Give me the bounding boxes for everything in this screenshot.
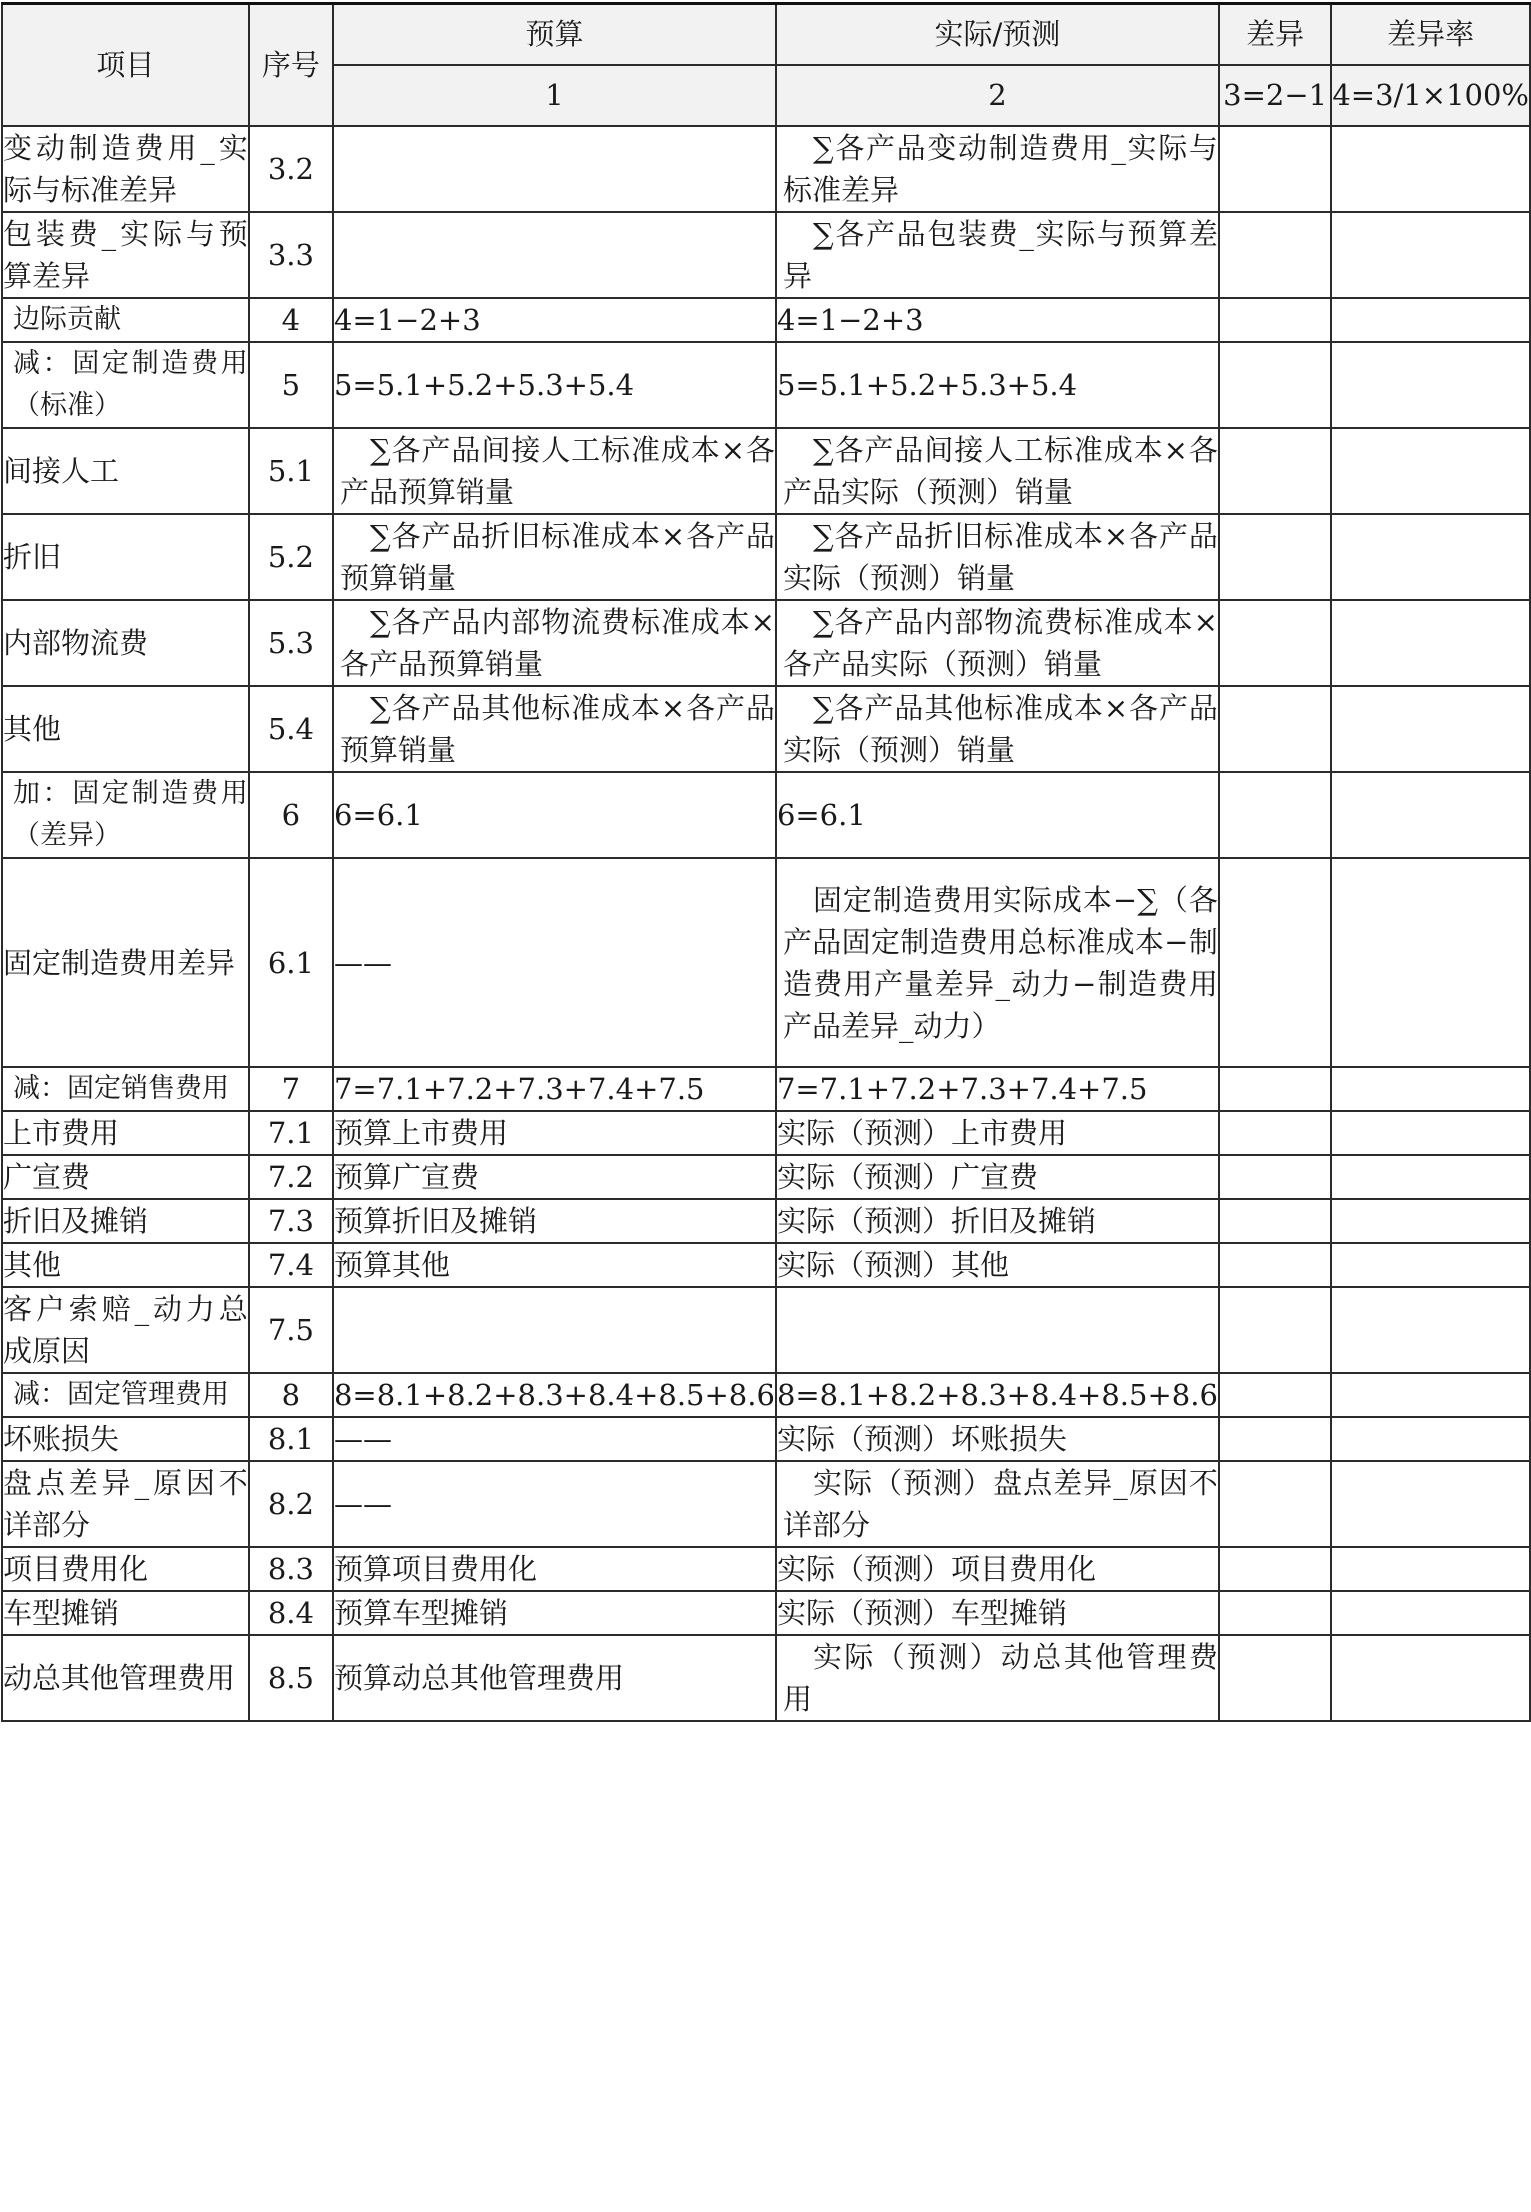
row-actual-cell: 7=7.1+7.2+7.3+7.4+7.5 [776,1067,1219,1111]
row-diff-cell [1219,298,1331,342]
row-rate-cell [1331,298,1530,342]
row-actual-cell: ∑各产品折旧标准成本×各产品实际（预测）销量 [776,514,1219,600]
row-item-cell: 加：固定制造费用（差异） [2,772,249,858]
row-rate-cell [1331,1461,1530,1547]
row-item-cell: 减：固定销售费用 [2,1067,249,1111]
row-actual-cell [776,1287,1219,1373]
budget-variance-table [1,2,1531,1722]
row-budget-cell: 预算折旧及摊销 [333,1199,776,1243]
row-diff-cell [1219,1243,1331,1287]
row-actual-cell: ∑各产品包装费_实际与预算差异 [776,212,1219,298]
row-item-cell: 间接人工 [2,428,249,514]
row-diff-cell [1219,1417,1331,1461]
header-seq: 序号 [249,4,333,127]
row-item-cell: 内部物流费 [2,600,249,686]
row-seq-cell: 7.2 [249,1155,333,1199]
row-budget-cell: 预算动总其他管理费用 [333,1635,776,1721]
row-budget-cell [333,212,776,298]
header-diff-formula: 3=2−1 [1219,65,1331,126]
row-diff-cell [1219,1373,1331,1417]
row-budget-cell: —— [333,1417,776,1461]
row-actual-cell: 固定制造费用实际成本−∑（各产品固定制造费用总标准成本−制造费用产量差异_动力−制造费用产品差异_动力） [776,858,1219,1067]
row-budget-cell: 8=8.1+8.2+8.3+8.4+8.5+8.6 [333,1373,776,1417]
row-rate-cell [1331,1591,1530,1635]
table-row [2,342,1530,428]
row-seq-cell: 8.3 [249,1547,333,1591]
row-rate-cell [1331,1243,1530,1287]
table-body [2,126,1530,1721]
row-rate-cell [1331,600,1530,686]
row-item-cell: 坏账损失 [2,1417,249,1461]
row-rate-cell [1331,1287,1530,1373]
row-seq-cell: 7 [249,1067,333,1111]
row-rate-cell [1331,772,1530,858]
row-actual-cell: 实际（预测）广宣费 [776,1155,1219,1199]
row-item-cell: 包装费_实际与预算差异 [2,212,249,298]
row-actual-cell: ∑各产品其他标准成本×各产品实际（预测）销量 [776,686,1219,772]
row-seq-cell: 8.1 [249,1417,333,1461]
row-item-cell: 盘点差异_原因不详部分 [2,1461,249,1547]
row-item-cell: 动总其他管理费用 [2,1635,249,1721]
row-item-cell: 减：固定管理费用 [2,1373,249,1417]
header-diff: 差异 [1219,4,1331,66]
table-row [2,1111,1530,1155]
row-budget-cell [333,126,776,212]
row-budget-cell: 4=1−2+3 [333,298,776,342]
row-actual-cell: 实际（预测）其他 [776,1243,1219,1287]
row-seq-cell: 3.3 [249,212,333,298]
header-rate: 差异率 [1331,4,1530,66]
row-budget-cell: 预算项目费用化 [333,1547,776,1591]
row-diff-cell [1219,686,1331,772]
table-row [2,1635,1530,1721]
row-rate-cell [1331,1373,1530,1417]
row-diff-cell [1219,858,1331,1067]
row-rate-cell [1331,1417,1530,1461]
table-row [2,1461,1530,1547]
row-item-cell: 变动制造费用_实际与标准差异 [2,126,249,212]
row-seq-cell: 5.2 [249,514,333,600]
row-diff-cell [1219,1287,1331,1373]
row-actual-cell: 4=1−2+3 [776,298,1219,342]
row-item-cell: 其他 [2,686,249,772]
row-diff-cell [1219,514,1331,600]
row-actual-cell: ∑各产品间接人工标准成本×各产品实际（预测）销量 [776,428,1219,514]
row-seq-cell: 3.2 [249,126,333,212]
row-seq-cell: 6 [249,772,333,858]
row-seq-cell: 8.2 [249,1461,333,1547]
row-actual-cell: 实际（预测）动总其他管理费用 [776,1635,1219,1721]
row-budget-cell: —— [333,858,776,1067]
row-item-cell: 其他 [2,1243,249,1287]
table-row [2,1199,1530,1243]
row-item-cell: 上市费用 [2,1111,249,1155]
row-actual-cell: 实际（预测）坏账损失 [776,1417,1219,1461]
row-budget-cell: ∑各产品间接人工标准成本×各产品预算销量 [333,428,776,514]
row-diff-cell [1219,212,1331,298]
row-rate-cell [1331,1199,1530,1243]
row-diff-cell [1219,1067,1331,1111]
row-item-cell: 广宣费 [2,1155,249,1199]
row-item-cell: 减：固定制造费用（标准） [2,342,249,428]
row-seq-cell: 5 [249,342,333,428]
row-seq-cell: 6.1 [249,858,333,1067]
table-row [2,1155,1530,1199]
table-row [2,1591,1530,1635]
table-row [2,1417,1530,1461]
row-diff-cell [1219,1461,1331,1547]
header-actual-index: 2 [776,65,1219,126]
row-budget-cell: ∑各产品其他标准成本×各产品预算销量 [333,686,776,772]
table-row [2,1373,1530,1417]
row-rate-cell [1331,342,1530,428]
table-row [2,600,1530,686]
row-actual-cell: 8=8.1+8.2+8.3+8.4+8.5+8.6 [776,1373,1219,1417]
row-seq-cell: 7.5 [249,1287,333,1373]
header-budget-index: 1 [333,65,776,126]
row-seq-cell: 8.5 [249,1635,333,1721]
table-row [2,772,1530,858]
row-item-cell: 车型摊销 [2,1591,249,1635]
header-row-1 [2,4,1530,66]
row-budget-cell: ∑各产品折旧标准成本×各产品预算销量 [333,514,776,600]
row-rate-cell [1331,126,1530,212]
row-budget-cell: 预算车型摊销 [333,1591,776,1635]
table-row [2,126,1530,212]
row-seq-cell: 5.4 [249,686,333,772]
table-row [2,428,1530,514]
row-seq-cell: 5.1 [249,428,333,514]
row-budget-cell: 预算其他 [333,1243,776,1287]
table-row [2,298,1530,342]
row-diff-cell [1219,1111,1331,1155]
row-diff-cell [1219,1199,1331,1243]
row-item-cell: 项目费用化 [2,1547,249,1591]
row-budget-cell: 6=6.1 [333,772,776,858]
row-budget-cell: 7=7.1+7.2+7.3+7.4+7.5 [333,1067,776,1111]
row-rate-cell [1331,1111,1530,1155]
header-item: 项目 [2,4,249,127]
row-seq-cell: 8.4 [249,1591,333,1635]
header-actual: 实际/预测 [776,4,1219,66]
row-seq-cell: 7.4 [249,1243,333,1287]
row-item-cell: 折旧 [2,514,249,600]
row-rate-cell [1331,212,1530,298]
row-actual-cell: 实际（预测）折旧及摊销 [776,1199,1219,1243]
row-actual-cell: 实际（预测）项目费用化 [776,1547,1219,1591]
row-seq-cell: 7.3 [249,1199,333,1243]
row-budget-cell: 预算广宣费 [333,1155,776,1199]
row-budget-cell: 5=5.1+5.2+5.3+5.4 [333,342,776,428]
row-actual-cell: 实际（预测）盘点差异_原因不详部分 [776,1461,1219,1547]
header-rate-formula: 4=3/1×100% [1331,65,1530,126]
table-row [2,686,1530,772]
row-rate-cell [1331,858,1530,1067]
table-row [2,1067,1530,1111]
row-diff-cell [1219,600,1331,686]
table-row [2,1547,1530,1591]
row-diff-cell [1219,342,1331,428]
table-row [2,1287,1530,1373]
row-budget-cell [333,1287,776,1373]
row-seq-cell: 8 [249,1373,333,1417]
row-diff-cell [1219,1635,1331,1721]
row-rate-cell [1331,1155,1530,1199]
row-rate-cell [1331,1067,1530,1111]
row-diff-cell [1219,126,1331,212]
row-rate-cell [1331,428,1530,514]
row-actual-cell: 6=6.1 [776,772,1219,858]
row-actual-cell: ∑各产品内部物流费标准成本×各产品实际（预测）销量 [776,600,1219,686]
row-item-cell: 客户索赔_动力总成原因 [2,1287,249,1373]
row-actual-cell: 实际（预测）车型摊销 [776,1591,1219,1635]
row-actual-cell: ∑各产品变动制造费用_实际与标准差异 [776,126,1219,212]
row-budget-cell: —— [333,1461,776,1547]
row-seq-cell: 4 [249,298,333,342]
row-item-cell: 边际贡献 [2,298,249,342]
row-seq-cell: 7.1 [249,1111,333,1155]
row-actual-cell: 5=5.1+5.2+5.3+5.4 [776,342,1219,428]
table-row [2,1243,1530,1287]
header-budget: 预算 [333,4,776,66]
row-item-cell: 固定制造费用差异 [2,858,249,1067]
row-diff-cell [1219,1547,1331,1591]
table-row [2,858,1530,1067]
table-row [2,514,1530,600]
row-rate-cell [1331,1635,1530,1721]
row-rate-cell [1331,686,1530,772]
row-rate-cell [1331,514,1530,600]
row-diff-cell [1219,1591,1331,1635]
row-seq-cell: 5.3 [249,600,333,686]
row-budget-cell: ∑各产品内部物流费标准成本×各产品预算销量 [333,600,776,686]
row-diff-cell [1219,1155,1331,1199]
row-diff-cell [1219,772,1331,858]
row-diff-cell [1219,428,1331,514]
table-row [2,212,1530,298]
row-budget-cell: 预算上市费用 [333,1111,776,1155]
row-rate-cell [1331,1547,1530,1591]
row-actual-cell: 实际（预测）上市费用 [776,1111,1219,1155]
row-item-cell: 折旧及摊销 [2,1199,249,1243]
